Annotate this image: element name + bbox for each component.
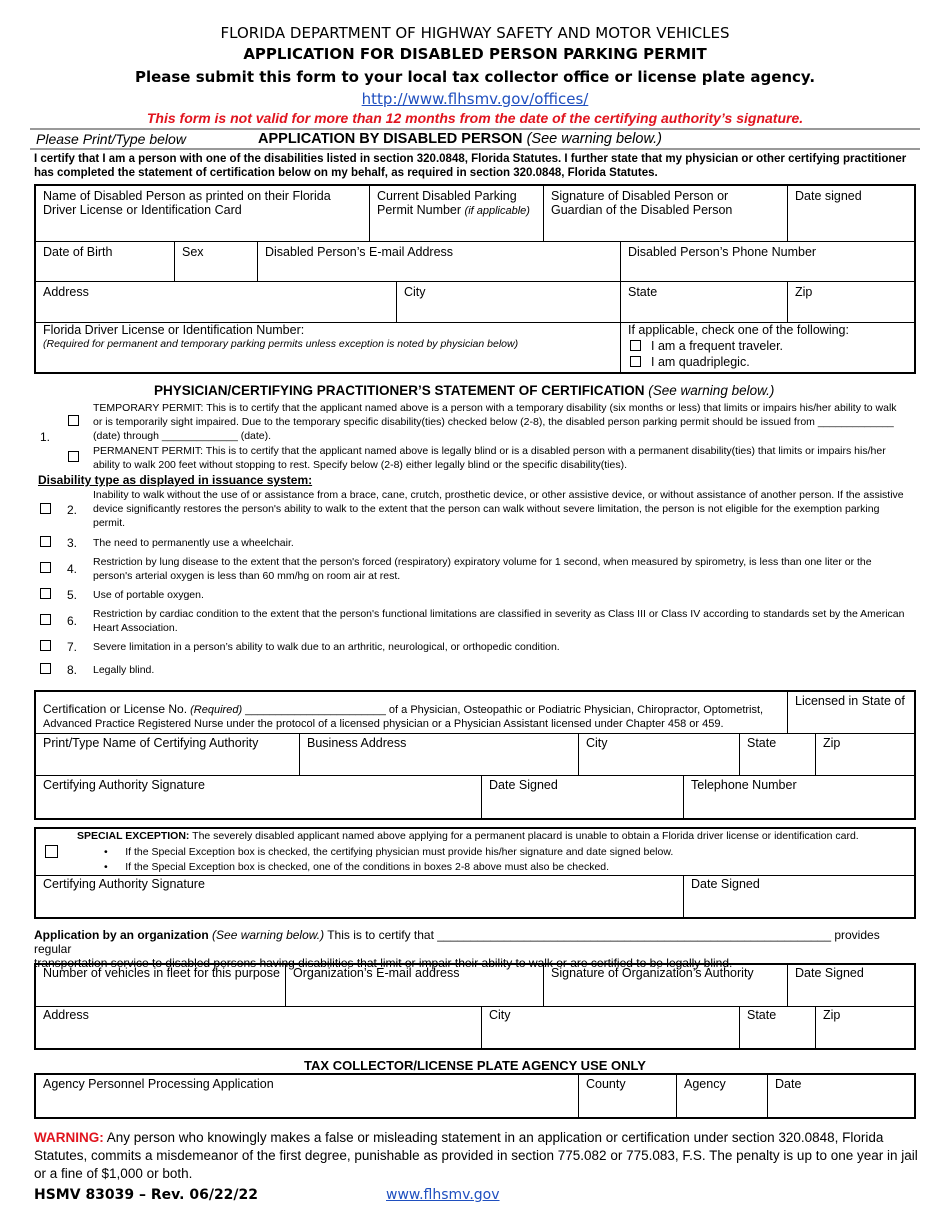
email-field[interactable]: Disabled Person’s E-mail Address	[265, 245, 454, 259]
applicable-label: If applicable, check one of the following:	[628, 323, 849, 337]
disability-6-text: Restriction by cardiac condition to the extent that the person's functional limitations are classified in severity as Class III or Class IV according to standards set by the American Heart Association.	[93, 608, 905, 634]
applicant-signature-field[interactable]: Signature of Disabled Person or Guardian of the Disabled Person	[551, 189, 733, 217]
disability-2-checkbox[interactable]	[40, 503, 51, 514]
zip-field[interactable]: Zip	[795, 285, 813, 299]
quadriplegic-checkbox[interactable]	[630, 356, 641, 367]
physician-heading: PHYSICIAN/CERTIFYING PRACTITIONER’S STATEMENT OF CERTIFICATION	[154, 383, 645, 398]
physician-heading-note: (See warning below.)	[648, 383, 775, 398]
disability-8-number: 8.	[67, 663, 78, 677]
applicant-heading: APPLICATION BY DISABLED PERSON	[258, 131, 523, 147]
frequent-traveler-label: I am a frequent traveler.	[651, 339, 784, 353]
offices-link[interactable]: http://www.flhsmv.gov/offices/	[361, 90, 589, 108]
quadriplegic-label: I am quadriplegic.	[651, 355, 750, 369]
form-number: HSMV 83039 – Rev. 06/22/22	[34, 1187, 259, 1203]
agency-name: FLORIDA DEPARTMENT OF HIGHWAY SAFETY AND MOTOR VEHICLES	[220, 24, 730, 42]
disability-7-checkbox[interactable]	[40, 640, 51, 651]
state-field[interactable]: State	[628, 285, 658, 299]
org-state-field[interactable]: State	[747, 1008, 777, 1022]
phone-field[interactable]: Disabled Person’s Phone Number	[628, 245, 817, 259]
name-field[interactable]: Name of Disabled Person as printed on their Florida Driver License or Identification Card	[43, 189, 331, 217]
item-1-number: 1.	[40, 430, 51, 444]
disability-type-heading: Disability type as displayed in issuance system:	[38, 473, 313, 487]
certifier-signature-field[interactable]: Certifying Authority Signature	[43, 778, 205, 792]
organization-certification: Application by an organization (See warning below.) This is to certify that ___________________________________________________________ provides regular transportation service to disabled persons having disabilities that limit or impair their ability to walk or are certified to be legally blind.	[34, 928, 880, 970]
city-field[interactable]: City	[404, 285, 426, 299]
disability-6-number: 6.	[67, 614, 78, 628]
disability-3-number: 3.	[67, 536, 78, 550]
certifier-date-signed-field[interactable]: Date Signed	[489, 778, 558, 792]
applicant-certification: I certify that I am a person with one of the disabilities listed in section 320.0848, Florida Statutes. I further state that my physician or other certifying practitioner has completed the statement of certification below on my behalf, as required in section 320.0848, Florida Statutes.	[34, 153, 907, 179]
disability-2-number: 2.	[67, 503, 78, 517]
website-link[interactable]: www.flhsmv.gov	[386, 1187, 500, 1203]
disability-6-checkbox[interactable]	[40, 614, 51, 625]
certification-license-field[interactable]: Certification or License No. (Required) _______________________ of a Physician, Osteopathic or Podiatric Physician, Chiropractor, Optometrist, Advanced Practice Registered Nurse under the protocol of a licensed physician or a Physician Assistant licensed under Chapter 458 or 459.	[43, 702, 764, 730]
disability-4-text: Restriction by lung disease to the extent that the person's forced (respiratory) expiratory volume for 1 second, when measured by spirometry, is less than one liter or the person's arterial oxygen is less than 60 mm/hg on room air at rest.	[93, 556, 872, 582]
temporary-permit-checkbox[interactable]	[68, 415, 79, 426]
warning-text: WARNING: Any person who knowingly makes a false or misleading statement in an application or certification under section 320.0848, Florida Statutes, commits a misdemeanor of the first degree, punishable as provided in section 775.082 or 775.083, F.S. The penalty is up to one year in jail or a fine of $1,000 or both.	[34, 1130, 918, 1181]
org-signature-field[interactable]: Signature of Organization’s Authority	[551, 966, 754, 980]
certifier-zip-field[interactable]: Zip	[823, 736, 841, 750]
disability-8-checkbox[interactable]	[40, 663, 51, 674]
disability-7-text: Severe limitation in a person’s ability to walk due to an arthritic, neurological, or orthopedic condition.	[93, 641, 560, 653]
address-field[interactable]: Address	[43, 285, 89, 299]
dob-field[interactable]: Date of Birth	[43, 245, 113, 259]
applicant-heading-note: (See warning below.)	[526, 131, 662, 147]
org-address-field[interactable]: Address	[43, 1008, 89, 1022]
org-city-field[interactable]: City	[489, 1008, 511, 1022]
permanent-permit-checkbox[interactable]	[68, 451, 79, 462]
disability-4-checkbox[interactable]	[40, 562, 51, 573]
special-exception-checkbox[interactable]	[45, 845, 58, 858]
exception-signature-field[interactable]: Certifying Authority Signature	[43, 877, 205, 891]
dl-number-note: (Required for permanent and temporary parking permits unless exception is noted by physician below)	[43, 338, 519, 350]
licensed-state-field[interactable]: Licensed in State of	[795, 694, 905, 708]
vehicles-field[interactable]: Number of vehicles in fleet for this purpose	[43, 966, 280, 980]
agency-date-field[interactable]: Date	[775, 1077, 802, 1091]
disability-5-text: Use of portable oxygen.	[93, 589, 204, 601]
header-rule	[30, 128, 920, 130]
disability-2-text: Inability to walk without the use of or assistance from a brace, cane, crutch, prosthetic device, or other assistive device, or without assistance of another person. If the assistive device significantly restores the person's ability to walk to the extent that the person can walk without severe limitation, the person is not eligible for the exemption parking permit.	[93, 489, 904, 529]
business-address-field[interactable]: Business Address	[307, 736, 407, 750]
exception-date-signed-field[interactable]: Date Signed	[691, 877, 760, 891]
applicant-date-signed-field[interactable]: Date signed	[795, 189, 862, 203]
temporary-permit-text: TEMPORARY PERMIT: This is to certify that the applicant named above is a person with a temporary disability (six months or less) that limits or impairs his/her ability to walk or is temporarily sight impaired. Due to the temporary specific disability(ties) checked below (2-8), the disabled person parking permit should be issued from _____________ (date) through _____________ (date).	[93, 402, 897, 442]
disability-5-checkbox[interactable]	[40, 588, 51, 599]
org-email-field[interactable]: Organization’s E-mail address	[293, 966, 460, 980]
exception-bullet-2: • If the Special Exception box is checked, one of the conditions in boxes 2-8 above must also be checked.	[104, 861, 610, 873]
frequent-traveler-checkbox[interactable]	[630, 340, 641, 351]
permanent-permit-text: PERMANENT PERMIT: This is to certify that the applicant named above is legally blind or is a disabled person with a permanent disability(ties) that limits or impairs his/her ability to walk 200 feet without stopping to rest. Specify below (2-8) either legally blind or the specific disability(ties).	[93, 445, 886, 471]
validity-notice: This form is not valid for more than 12 months from the date of the certifying authority’s signature.	[146, 110, 804, 126]
permit-number-field[interactable]: Current Disabled Parking Permit Number (if applicable)	[377, 189, 530, 217]
disability-7-number: 7.	[67, 640, 78, 654]
submit-instruction: Please submit this form to your local tax collector office or license plate agency.	[134, 68, 816, 86]
dl-number-field[interactable]: Florida Driver License or Identification Number:	[43, 323, 305, 337]
disability-8-text: Legally blind.	[93, 664, 155, 676]
section-rule	[30, 148, 920, 150]
certifier-state-field[interactable]: State	[747, 736, 777, 750]
exception-bullet-1: • If the Special Exception box is checked, the certifying physician must provide his/her signature and date signed below.	[104, 846, 674, 858]
org-date-signed-field[interactable]: Date Signed	[795, 966, 864, 980]
disability-4-number: 4.	[67, 562, 78, 576]
disability-3-checkbox[interactable]	[40, 536, 51, 547]
agency-personnel-field[interactable]: Agency Personnel Processing Application	[43, 1077, 274, 1091]
sex-field[interactable]: Sex	[182, 245, 204, 259]
agency-field[interactable]: Agency	[684, 1077, 726, 1091]
certifier-name-field[interactable]: Print/Type Name of Certifying Authority	[43, 736, 259, 750]
county-field[interactable]: County	[586, 1077, 626, 1091]
form-title: APPLICATION FOR DISABLED PERSON PARKING PERMIT	[243, 45, 707, 63]
disability-5-number: 5.	[67, 588, 78, 602]
org-zip-field[interactable]: Zip	[823, 1008, 841, 1022]
disability-3-text: The need to permanently use a wheelchair.	[93, 537, 294, 549]
agency-use-heading: TAX COLLECTOR/LICENSE PLATE AGENCY USE ONLY	[304, 1058, 646, 1073]
print-note: Please Print/Type below	[36, 131, 186, 147]
special-exception-text: SPECIAL EXCEPTION: The severely disabled applicant named above applying for a permanent placard is unable to obtain a Florida driver license or identification card.	[77, 830, 859, 842]
certifier-city-field[interactable]: City	[586, 736, 608, 750]
telephone-field[interactable]: Telephone Number	[691, 778, 797, 792]
